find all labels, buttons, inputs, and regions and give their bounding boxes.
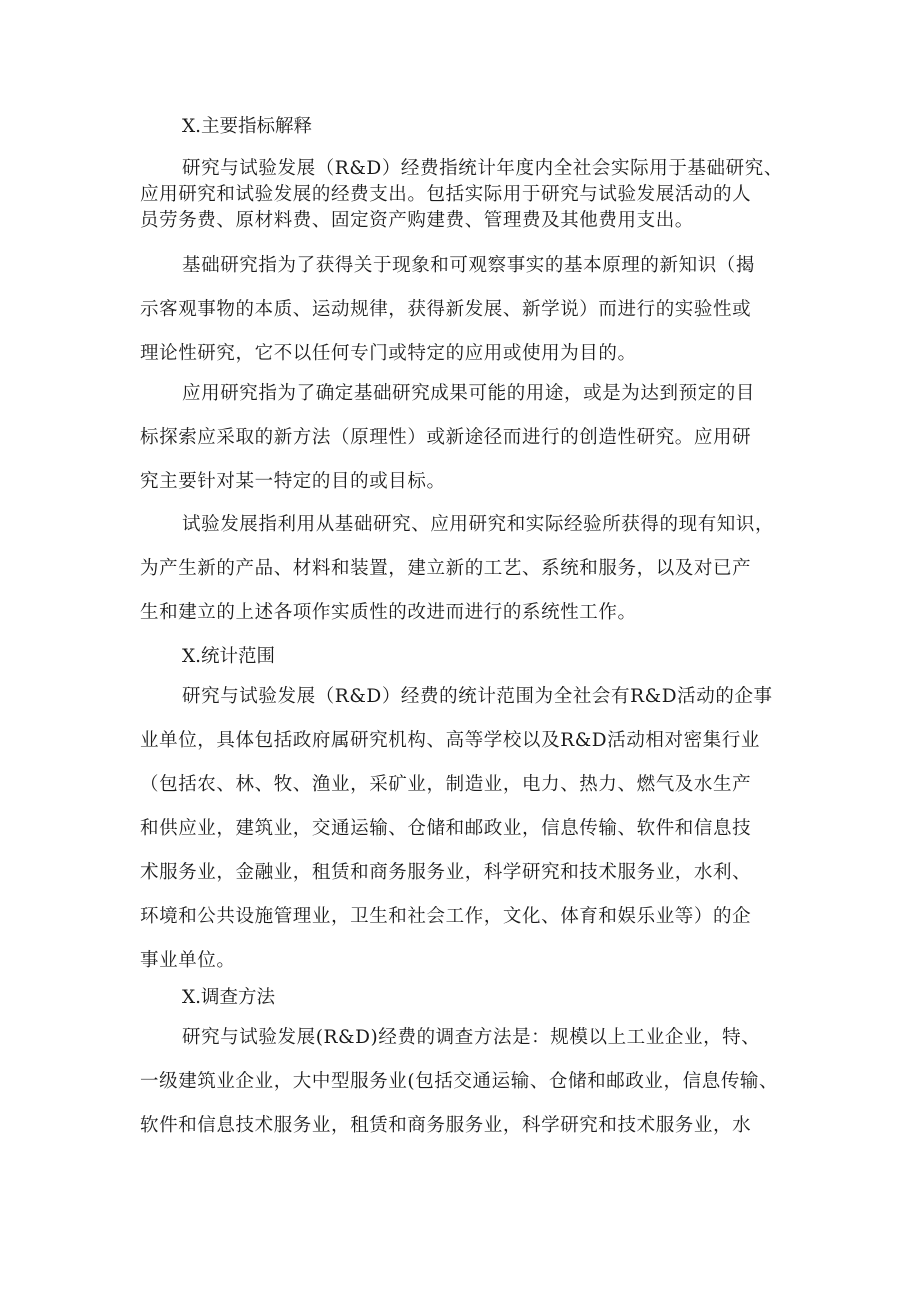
- paragraph-statistical-scope: [140, 675, 784, 983]
- text-line: 应用研究指为了确定基础研究成果可能的用途，或是为达到预定的目: [182, 383, 756, 404]
- text-line: 标探索应采取的新方法（原理性）或新途径而进行的创造性研究。应用研: [140, 427, 752, 448]
- text-line: （包括农、林、牧、渔业，采矿业，制造业，电力、热力、燃气及水生产: [140, 774, 752, 795]
- text-line: 事业单位。: [140, 950, 236, 971]
- paragraph-rd-definition: [140, 156, 784, 234]
- text-line: 环境和公共设施管理业，卫生和社会工作，文化、体育和娱乐业等）的企: [140, 906, 752, 927]
- text-line: 软件和信息技术服务业，租赁和商务服务业，科学研究和技术服务业，水: [140, 1115, 752, 1136]
- text-line: 术服务业，金融业，租赁和商务服务业，科学研究和技术服务业，水利、: [140, 862, 752, 883]
- paragraph-applied-research: [140, 372, 784, 504]
- text-line: 员劳务费、原材料费、固定资产购建费、管理费及其他费用支出。: [140, 210, 694, 231]
- section-heading-scope: X.统计范围: [182, 646, 276, 667]
- paragraph-basic-research: [140, 244, 784, 376]
- text-line: 研究与试验发展（R&D）经费的统计范围为全社会有R&D活动的企事: [182, 686, 773, 707]
- text-line: 究主要针对某一特定的目的或目标。: [140, 471, 446, 492]
- text-line: 基础研究指为了获得关于现象和可观察事实的基本原理的新知识（揭: [182, 255, 756, 276]
- paragraph-experimental-development: [140, 503, 784, 635]
- section-heading-indicators: X.主要指标解释: [182, 116, 313, 137]
- section-heading-method: X.调查方法: [182, 987, 276, 1008]
- paragraph-survey-method: [140, 1016, 784, 1148]
- text-line: 业单位，具体包括政府属研究机构、高等学校以及R&D活动相对密集行业: [140, 730, 761, 751]
- text-line: 为产生新的产品、材料和装置，建立新的工艺、系统和服务，以及对已产: [140, 558, 752, 579]
- text-line: 应用研究和试验发展的经费支出。包括实际用于研究与试验发展活动的人: [140, 184, 752, 205]
- text-line: 理论性研究，它不以任何专门或特定的应用或使用为目的。: [140, 343, 637, 364]
- text-line: 生和建立的上述各项作实质性的改进而进行的系统性工作。: [140, 602, 637, 623]
- text-line: 示客观事物的本质、运动规律，获得新发展、新学说）而进行的实验性或: [140, 299, 752, 320]
- text-line: 一级建筑业企业，大中型服务业(包括交通运输、仓储和邮政业，信息传输、: [140, 1071, 779, 1092]
- text-line: 和供应业，建筑业，交通运输、仓储和邮政业，信息传输、软件和信息技: [140, 818, 752, 839]
- text-line: 试验发展指利用从基础研究、应用研究和实际经验所获得的现有知识，: [182, 514, 775, 535]
- text-line: 研究与试验发展（R&D）经费指统计年度内全社会实际用于基础研究、: [182, 158, 783, 179]
- text-line: 研究与试验发展(R&D)经费的调查方法是：规模以上工业企业，特、: [182, 1027, 761, 1048]
